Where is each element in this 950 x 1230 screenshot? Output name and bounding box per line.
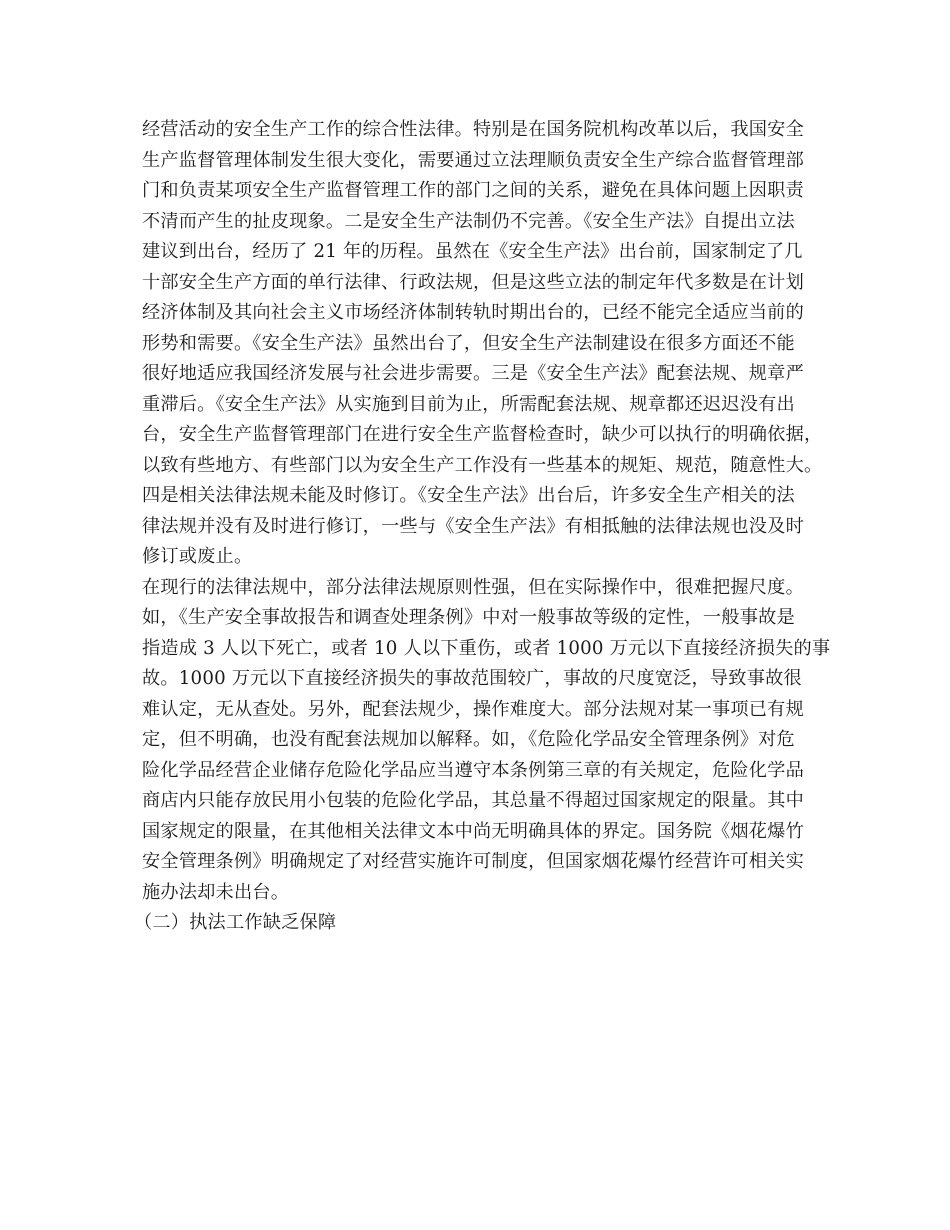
text-line: 台，安全生产监督管理部门在进行安全生产监督检查时，缺少可以执行的明确依据， <box>142 424 823 445</box>
text-line: 门和负责某项安全生产监督管理工作的部门之间的关系，避免在具体问题上因职责 <box>142 180 804 201</box>
text-line: 难认定，无从查处。另外，配套法规少，操作难度大。部分法规对某一事项已有规 <box>142 698 804 720</box>
text-line: 修订或废止。 <box>142 546 253 567</box>
text-line: 重滞后。《安全生产法》从实施到目前为止，所需配套法规、规章都还迟迟没有出 <box>142 393 795 415</box>
text-line: 指造成 3 人以下死亡，或者 10 人以下重伤，或者 1000 万元以下直接经济损失的事 <box>142 637 831 659</box>
text-line: 经营活动的安全生产工作的综合性法律。特别是在国务院机构改革以后，我国安全 <box>142 119 804 140</box>
text-line: 建议到出台，经历了 21 年的历程。虽然在《安全生产法》出台前，国家制定了几 <box>142 241 803 262</box>
text-line: 施办法却未出台。 <box>142 881 290 903</box>
section-heading: （二）执法工作缺乏保障 <box>134 912 337 933</box>
text-line: 险化学品经营企业储存危险化学品应当遵守本条例第三章的有关规定，危险化学品 <box>142 759 804 781</box>
text-line: 如，《生产安全事故报告和调查处理条例》中对一般事故等级的定性，一般事故是 <box>142 607 795 628</box>
text-line: 不清而产生的扯皮现象。二是安全生产法制仍不完善。《安全生产法》自提出立法 <box>142 210 795 232</box>
text-line: 国家规定的限量，在其他相关法律文本中尚无明确具体的界定。国务院《烟花爆竹 <box>142 820 804 842</box>
text-line: 十部安全生产方面的单行法律、行政法规，但是这些立法的制定年代多数是在计划 <box>142 271 804 293</box>
text-line: 安全管理条例》明确规定了对经营实施许可制度，但国家烟花爆竹经营许可相关实 <box>142 851 804 872</box>
text-line: 以致有些地方、有些部门以为安全生产工作没有一些基本的规矩、规范，随意性大。 <box>142 454 823 476</box>
document-body <box>134 115 831 939</box>
text-line: 商店内只能存放民用小包装的危险化学品，其总量不得超过国家规定的限量。其中 <box>142 790 804 811</box>
text-line: 故。1000 万元以下直接经济损失的事故范围较广，事故的尺度宽泛，导致事故很 <box>142 668 802 689</box>
text-line: 律法规并没有及时进行修订，一些与《安全生产法》有相抵触的法律法规也没及时 <box>142 515 804 537</box>
text-line: 在现行的法律法规中，部分法律法规原则性强，但在实际操作中，很难把握尺度。 <box>142 576 804 598</box>
text-line: 很好地适应我国经济发展与社会进步需要。三是《安全生产法》配套法规、规章严 <box>142 363 804 384</box>
text-line: 定，但不明确，也没有配套法规加以解释。如，《危险化学品安全管理条例》对危 <box>142 729 795 750</box>
text-line: 经济体制及其向社会主义市场经济体制转轨时期出台的，已经不能完全适应当前的 <box>142 302 804 323</box>
text-line: 生产监督管理体制发生很大变化，需要通过立法理顺负责安全生产综合监督管理部 <box>142 149 804 171</box>
text-line: 四是相关法律法规未能及时修订。《安全生产法》出台后，许多安全生产相关的法 <box>142 485 795 506</box>
text-line: 形势和需要。《安全生产法》虽然出台了，但安全生产法制建设在很多方面还不能 <box>142 332 795 354</box>
